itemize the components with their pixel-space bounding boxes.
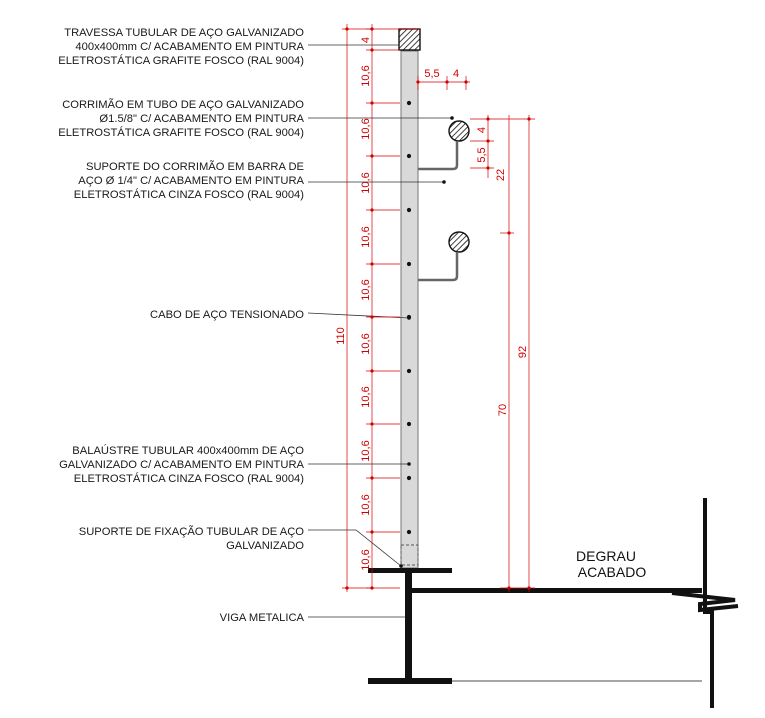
label-suporte-corrimao-line-3: ELETROSTÁTICA CINZA FOSCO (RAL 9004) (73, 189, 304, 201)
label-suporte-fixacao-line-1: SUPORTE DE FIXAÇÃO TUBULAR DE AÇO (78, 526, 304, 538)
dim-spacing-6: 10,6 (360, 333, 372, 355)
label-balaustre (59, 444, 304, 485)
label-cabo-line-1: CABO DE AÇO TENSIONADO (150, 309, 304, 321)
top-crossbar (399, 29, 420, 50)
dim-spacing-1: 10,6 (360, 65, 372, 87)
dim-spacing-4: 10,6 (360, 226, 372, 248)
label-suporte-corrimao-line-1: SUPORTE DO CORRIMÃO EM BARRA DE (86, 161, 304, 173)
dim-spacing-7: 10,6 (360, 386, 372, 408)
leader-lines (308, 45, 452, 617)
label-viga (220, 612, 305, 624)
dim-spacing-5: 10,6 (360, 279, 372, 301)
dim-total-height: 110 (335, 327, 347, 345)
label-travessa-line-3: ELETROSTÁTICA GRAFITE FOSCO (RAL 9004) (58, 55, 304, 67)
dim-height-92: 92 (517, 345, 529, 359)
label-balaustre-line-3: ELETROSTÁTICA CINZA FOSCO (RAL 9004) (73, 473, 304, 485)
dim-rail-c: 22 (495, 168, 507, 182)
label-corrimao-line-1: CORRIMÃO EM TUBO DE AÇO GALVANIZADO (62, 99, 304, 111)
dim-rail-b: 5,5 (476, 147, 488, 163)
dimension-ticks (345, 27, 530, 589)
i-beam-web (405, 573, 412, 681)
label-suporte-fixacao (79, 525, 305, 552)
label-cabo (150, 309, 304, 321)
handrail-lower (418, 232, 469, 280)
label-travessa (58, 27, 304, 67)
dim-offset-a: 5,5 (424, 68, 440, 80)
dim-top: 4 (360, 36, 372, 44)
label-suporte-corrimao (74, 160, 305, 201)
dim-spacing-9: 10,6 (360, 494, 372, 516)
label-suporte-fixacao-line-2: GALVANIZADO (226, 540, 304, 552)
label-degrau (576, 548, 646, 580)
label-degrau-line-1: DEGRAU (576, 548, 636, 564)
label-suporte-corrimao-line-2: AÇO Ø 1/4" C/ ACABAMENTO EM PINTURA (78, 175, 304, 187)
dim-spacing-10: 10,6 (360, 549, 372, 571)
base-plate (368, 568, 452, 573)
dim-offset-b: 4 (452, 68, 460, 80)
label-balaustre-line-2: GALVANIZADO C/ ACABAMENTO EM PINTURA (59, 459, 304, 471)
label-corrimao-line-3: ELETROSTÁTICA GRAFITE FOSCO (RAL 9004) (58, 127, 304, 139)
label-viga-line-1: VIGA METALICA (219, 612, 304, 624)
dim-rail-a: 4 (476, 126, 488, 134)
label-corrimao-line-2: Ø1.5/8" C/ ACABAMENTO EM PINTURA (99, 113, 304, 125)
label-degrau-line-2: ACABADO (577, 564, 647, 580)
step-top-line (412, 588, 702, 593)
dim-spacing-2: 10,6 (360, 118, 372, 140)
label-balaustre-line-1: BALAÚSTRE TUBULAR 400x400mm DE AÇO (72, 445, 304, 457)
handrail-upper (418, 121, 469, 169)
label-corrimao (58, 98, 304, 139)
dim-height-70: 70 (497, 403, 509, 417)
baluster-post (401, 51, 418, 568)
label-travessa-line-1: TRAVESSA TUBULAR DE AÇO GALVANIZADO (64, 27, 304, 39)
label-travessa-line-2: 400x400mm C/ ACABAMENTO EM PINTURA (75, 41, 304, 53)
dim-spacing-8: 10,6 (360, 440, 372, 462)
dim-spacing-3: 10,6 (360, 172, 372, 194)
